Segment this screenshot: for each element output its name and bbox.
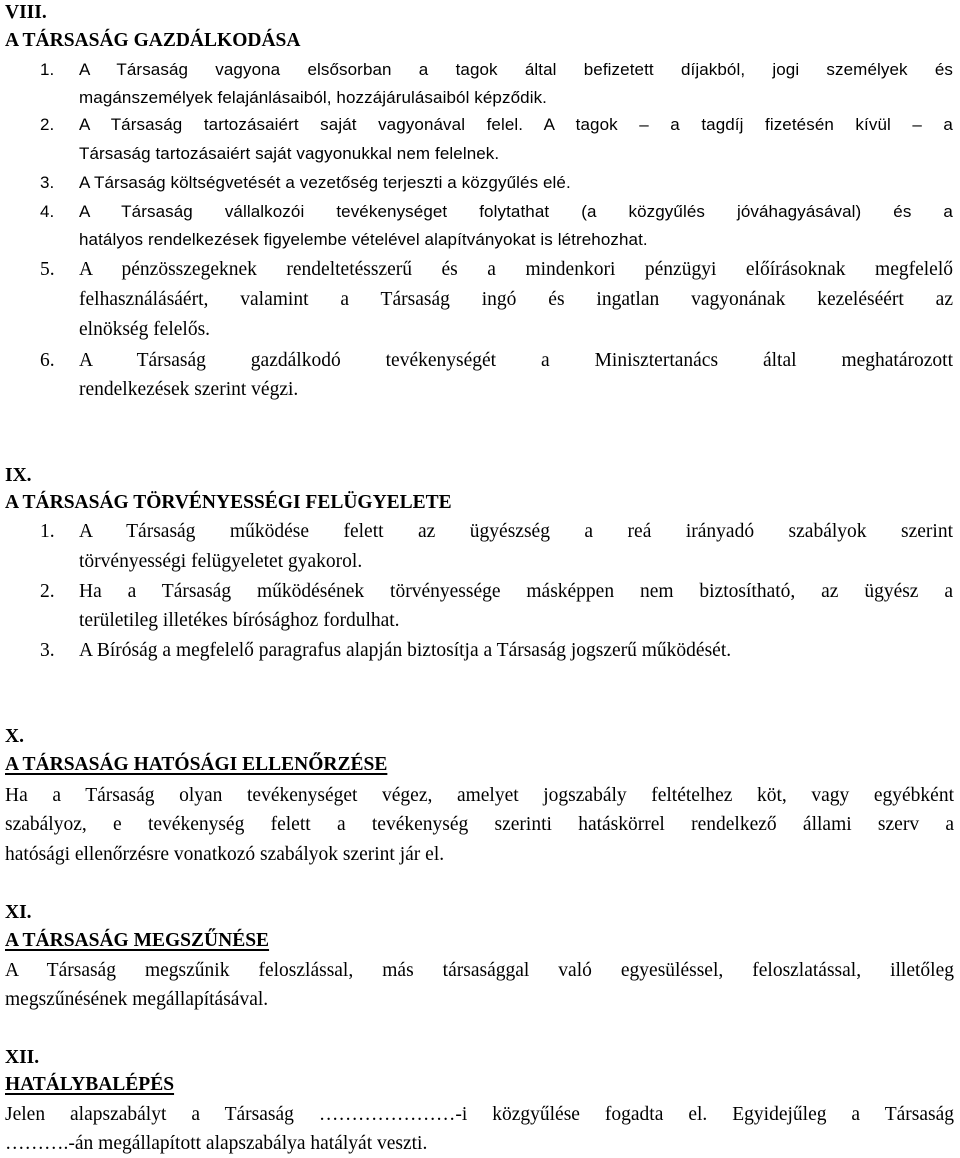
section-number: VIII. (5, 2, 47, 23)
item-line: Társaság tartozásaiért saját vagyonukkal nem felelnek. (79, 144, 500, 163)
item-line: A Társaság költségvetését a vezetőség terjeszti a közgyűlés elé. (79, 173, 571, 192)
item-number: 1. (40, 521, 55, 542)
section-number: X. (5, 726, 24, 747)
section-title: A TÁRSASÁG TÖRVÉNYESSÉGI FELÜGYELETE (5, 492, 452, 513)
paragraph-line: Ha a Társaság olyan tevékenységet végez, amelyet jogszabály feltételhez köt, vagy egyébként (5, 785, 954, 806)
item-line: törvényességi felügyeletet gyakorol. (79, 551, 363, 572)
section-title: A TÁRSASÁG MEGSZŰNÉSE (5, 930, 270, 951)
item-line: A Társaság vállalkozói tevékenységet folytathat (a közgyűlés jóváhagyásával) és a (79, 202, 953, 221)
section-title: A TÁRSASÁG GAZDÁLKODÁSA (5, 30, 301, 51)
item-line: felhasználásáért, valamint a Társaság ingó és ingatlan vagyonának kezeléséért az (79, 289, 953, 310)
paragraph-line: szabályoz, e tevékenység felett a tevékenység szerinti hatáskörrel rendelkező állami szerv a (5, 814, 954, 835)
section-number: XII. (5, 1047, 40, 1068)
item-number: 5. (40, 259, 55, 280)
item-line: területileg illetékes bírósághoz fordulhat. (79, 610, 400, 631)
item-line: elnökség felelős. (79, 319, 211, 340)
item-number: 6. (40, 350, 55, 371)
item-line: A pénzösszegeknek rendeltetésszerű és a mindenkori pénzügyi előírásoknak megfelelő (79, 259, 953, 280)
item-line: Ha a Társaság működésének törvényessége másképpen nem biztosítható, az ügyész a (79, 581, 953, 602)
paragraph-line: ……….-án megállapított alapszabálya hatályát veszti. (5, 1133, 428, 1154)
item-line: hatályos rendelkezések figyelembe vételével alapítványokat is létrehozhat. (79, 230, 648, 249)
item-line: A Társaság tartozásaiért saját vagyonával felel. A tagok – a tagdíj fizetésén kívül – a (79, 115, 953, 134)
item-number: 4. (40, 202, 55, 221)
item-number: 3. (40, 173, 55, 192)
item-number: 2. (40, 581, 55, 602)
section-title: A TÁRSASÁG HATÓSÁGI ELLENŐRZÉSE (5, 754, 388, 775)
item-line: A Társaság vagyona elsősorban a tagok által befizetett díjakból, jogi személyek és (79, 60, 953, 79)
item-line: A Bíróság a megfelelő paragrafus alapján biztosítja a Társaság jogszerű működését. (79, 640, 732, 661)
section-number: XI. (5, 902, 32, 923)
paragraph-line: hatósági ellenőrzésre vonatkozó szabályok szerint jár el. (5, 844, 445, 865)
paragraph-line: Jelen alapszabályt a Társaság …………………-i közgyűlése fogadta el. Egyidejűleg a Társaság (5, 1104, 954, 1125)
section-number: IX. (5, 465, 32, 486)
item-line: magánszemélyek felajánlásaiból, hozzájárulásaiból képződik. (79, 88, 547, 107)
section-title: HATÁLYBALÉPÉS (5, 1074, 175, 1095)
item-number: 1. (40, 60, 55, 79)
item-line: A Társaság gazdálkodó tevékenységét a Minisztertanács által meghatározott (79, 350, 953, 371)
item-number: 3. (40, 640, 55, 661)
paragraph-line: megszűnésének megállapításával. (5, 989, 269, 1010)
item-number: 2. (40, 115, 55, 134)
item-line: A Társaság működése felett az ügyészség a reá irányadó szabályok szerint (79, 521, 953, 542)
paragraph-line: A Társaság megszűnik feloszlással, más társasággal való egyesüléssel, feloszlatással, illetőleg (5, 960, 954, 981)
item-line: rendelkezések szerint végzi. (79, 379, 299, 400)
